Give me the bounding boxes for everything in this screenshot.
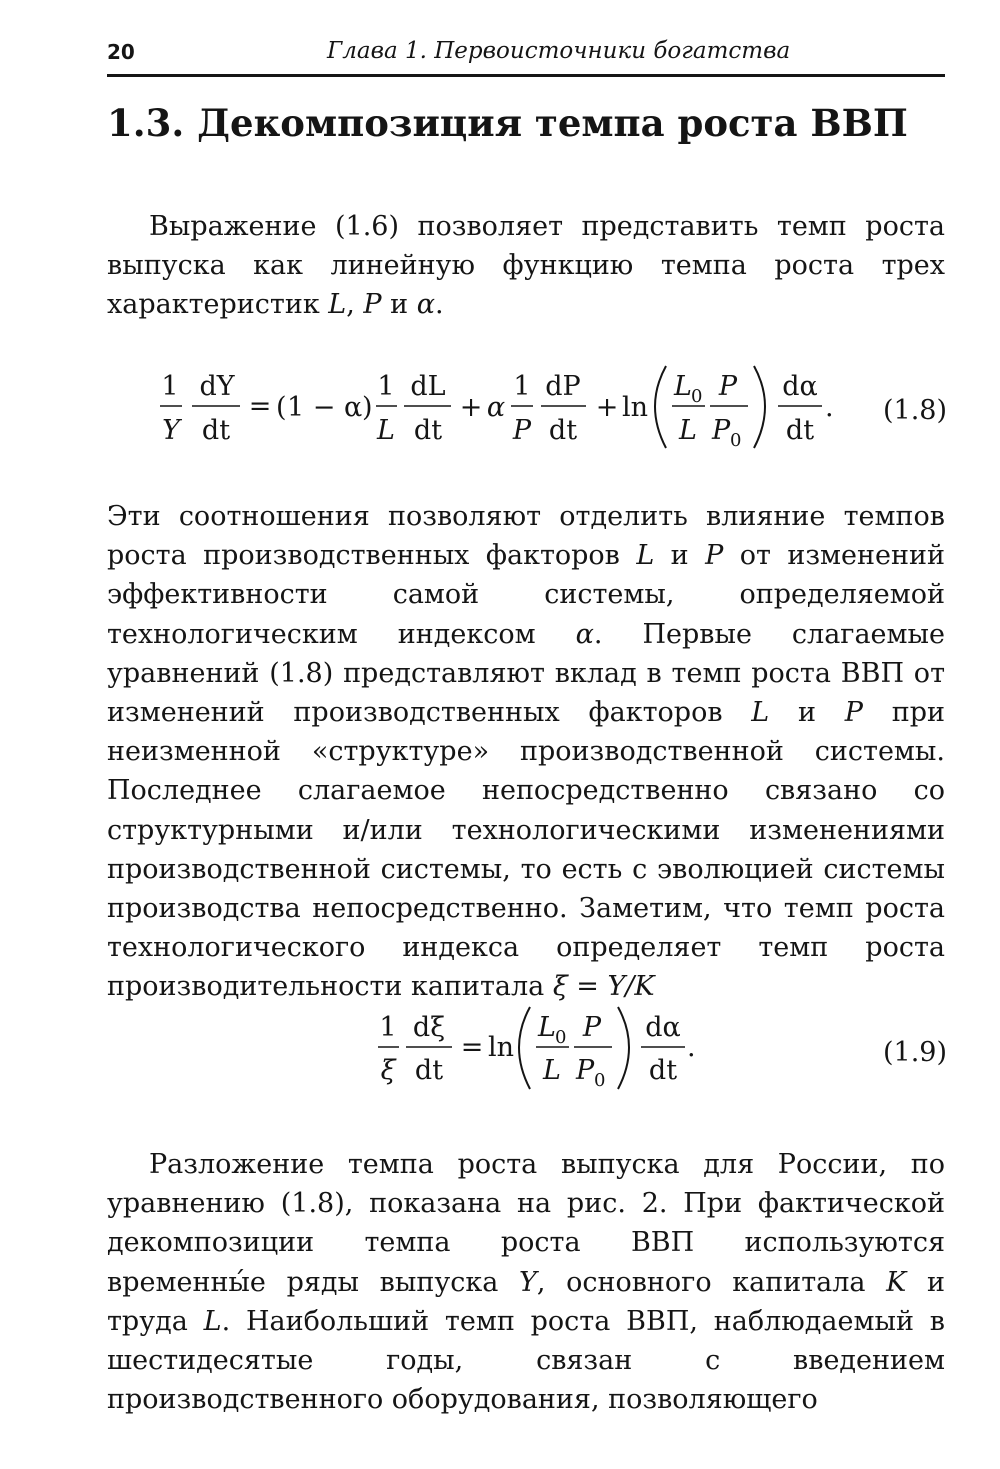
eq8-P: P — [512, 415, 532, 446]
eq8-dalpha: dα — [782, 371, 818, 402]
eq9-dt-1: dt — [414, 1055, 444, 1086]
eq9-dxi: dξ — [412, 1012, 446, 1043]
paragraph-1-text-2: , — [346, 289, 364, 321]
variable-Y: Y — [519, 1266, 537, 1298]
eq8-L0-subscript: 0 — [691, 386, 703, 407]
paragraph-2 — [107, 497, 945, 1007]
variable-P: P — [705, 540, 724, 572]
eq8-dt-4: dt — [785, 415, 815, 446]
section-title: 1.3. Декомпозиция темпа роста ВВП — [107, 101, 908, 145]
eq8-equals: = — [248, 391, 272, 422]
eq9-P-numerator: P — [582, 1012, 602, 1043]
paragraph-2-text-1: Эти соотношения позволяют отделить влияние темпов роста производственных факторов — [107, 501, 945, 572]
variable-K: K — [886, 1266, 907, 1298]
eq9-period: . — [687, 1032, 696, 1063]
variable-alpha: α — [416, 289, 435, 321]
eq8-P-numerator: P — [718, 371, 738, 402]
paragraph-1 — [107, 207, 945, 325]
eq9-ln: ln — [488, 1032, 515, 1063]
paragraph-1-text-1: Выражение (1.6) позволяет представить темп роста выпуска как линейную функцию темпа роста трех характеристик — [107, 211, 945, 321]
variable-P: P — [844, 697, 863, 729]
eq8-dt-3: dt — [548, 415, 578, 446]
eq8-dY: dY — [199, 371, 235, 402]
eq8-P0-subscript: 0 — [730, 430, 742, 451]
eq8-one-1: 1 — [161, 371, 179, 402]
eq8-open-paren: ( — [276, 392, 287, 423]
variable-L: L — [751, 697, 770, 729]
eq9-big-close-paren — [618, 1007, 629, 1089]
paragraph-2-text-4: . Первые слагаемые уравнений (1.8) представляют вклад в темп роста ВВП от изменений производственных факторов — [107, 618, 945, 729]
paragraph-2-text-3: от изменений эффективности самой системы, определяемой технологическим индексом — [107, 540, 945, 650]
eq8-plus-2: + — [595, 392, 619, 423]
eq8-ln: ln — [622, 392, 649, 423]
paragraph-3-text-1: Разложение темпа роста выпуска для России, по уравнению (1.8), показана на рис. 2. При фактической декомпозиции темпа роста ВВП используются временны́е ряды выпуска — [107, 1149, 945, 1298]
eq8-dP: dP — [545, 371, 581, 402]
eq8-one-2: 1 — [377, 371, 395, 402]
equation-1-8-formula — [160, 360, 840, 470]
equation-1-9-formula — [378, 1003, 698, 1103]
eq9-P0-subscript: 0 — [594, 1070, 606, 1091]
eq9-P0: P — [576, 1055, 595, 1086]
eq8-L0: L — [674, 371, 692, 402]
equation-1-8 — [160, 360, 840, 470]
eq9-dt-2: dt — [648, 1055, 678, 1086]
eq9-L0-subscript: 0 — [555, 1027, 567, 1048]
paragraph-3-text-4: . Наибольший темп роста ВВП, наблюдаемый в шестидесятые годы, связан с введением производственного оборудования, позволяющего — [107, 1305, 945, 1416]
variable-alpha: α — [575, 618, 594, 650]
equation-1-9 — [378, 1003, 698, 1103]
eq8-P0: P — [712, 415, 731, 446]
eq8-L-denominator: L — [679, 415, 697, 446]
eq9-dalpha: dα — [645, 1012, 681, 1043]
eq8-close-paren: ) — [362, 392, 373, 423]
eq8-alpha: α — [486, 392, 506, 423]
eq8-dt-2: dt — [413, 415, 443, 446]
eq9-L0: L — [538, 1012, 556, 1043]
equation-number-1-9: (1.9) — [883, 1037, 948, 1068]
variable-L: L — [203, 1305, 222, 1337]
eq9-xi: ξ — [380, 1055, 396, 1086]
paragraph-1-text-3: и — [381, 289, 417, 321]
eq8-dt-1: dt — [201, 415, 231, 446]
eq8-dL: dL — [410, 371, 446, 402]
eq8-big-close-paren — [754, 366, 765, 448]
chapter-title: Глава 1. Первоисточники богатства — [327, 38, 791, 64]
eq8-period: . — [825, 392, 834, 423]
paragraph-3-text-2: , основного капитала — [536, 1266, 887, 1298]
paragraph-2-text-5: и — [769, 697, 845, 729]
eq8-L: L — [377, 415, 395, 446]
paragraph-2-text-2: и — [654, 540, 706, 572]
equation-number-1-8: (1.8) — [883, 395, 948, 426]
eq8-one-minus-alpha: 1 − α — [287, 392, 363, 423]
eq9-L-denominator: L — [543, 1055, 561, 1086]
eq8-one-3: 1 — [513, 371, 531, 402]
paragraph-3 — [107, 1145, 945, 1419]
variable-P: P — [363, 289, 382, 321]
eq8-Y: Y — [162, 415, 180, 446]
page-number: 20 — [107, 40, 135, 64]
eq9-one: 1 — [379, 1012, 397, 1043]
eq9-equals: = — [460, 1032, 484, 1063]
running-head — [107, 38, 945, 72]
eq8-big-open-paren — [655, 366, 666, 448]
eq8-plus-1: + — [459, 392, 483, 423]
variable-L: L — [636, 540, 655, 572]
capital-productivity-formula: ξ = Y/K — [552, 971, 655, 1003]
paragraph-1-text-4: . — [434, 289, 444, 321]
paragraph-3-text-3: и труда — [107, 1266, 946, 1337]
paragraph-2-text-6: при неизменной «структуре» производственной системы. Последнее слагаемое непосредственно связано со структурными и/или технологическими изменениями производственной системы, то есть с эволюцией системы производства непосредственно. Заметим, что темп роста технологического индекса определяет темп роста производительности капитала — [107, 697, 945, 1003]
variable-L: L — [328, 289, 347, 321]
header-rule — [107, 74, 945, 77]
eq9-big-open-paren — [519, 1007, 530, 1089]
